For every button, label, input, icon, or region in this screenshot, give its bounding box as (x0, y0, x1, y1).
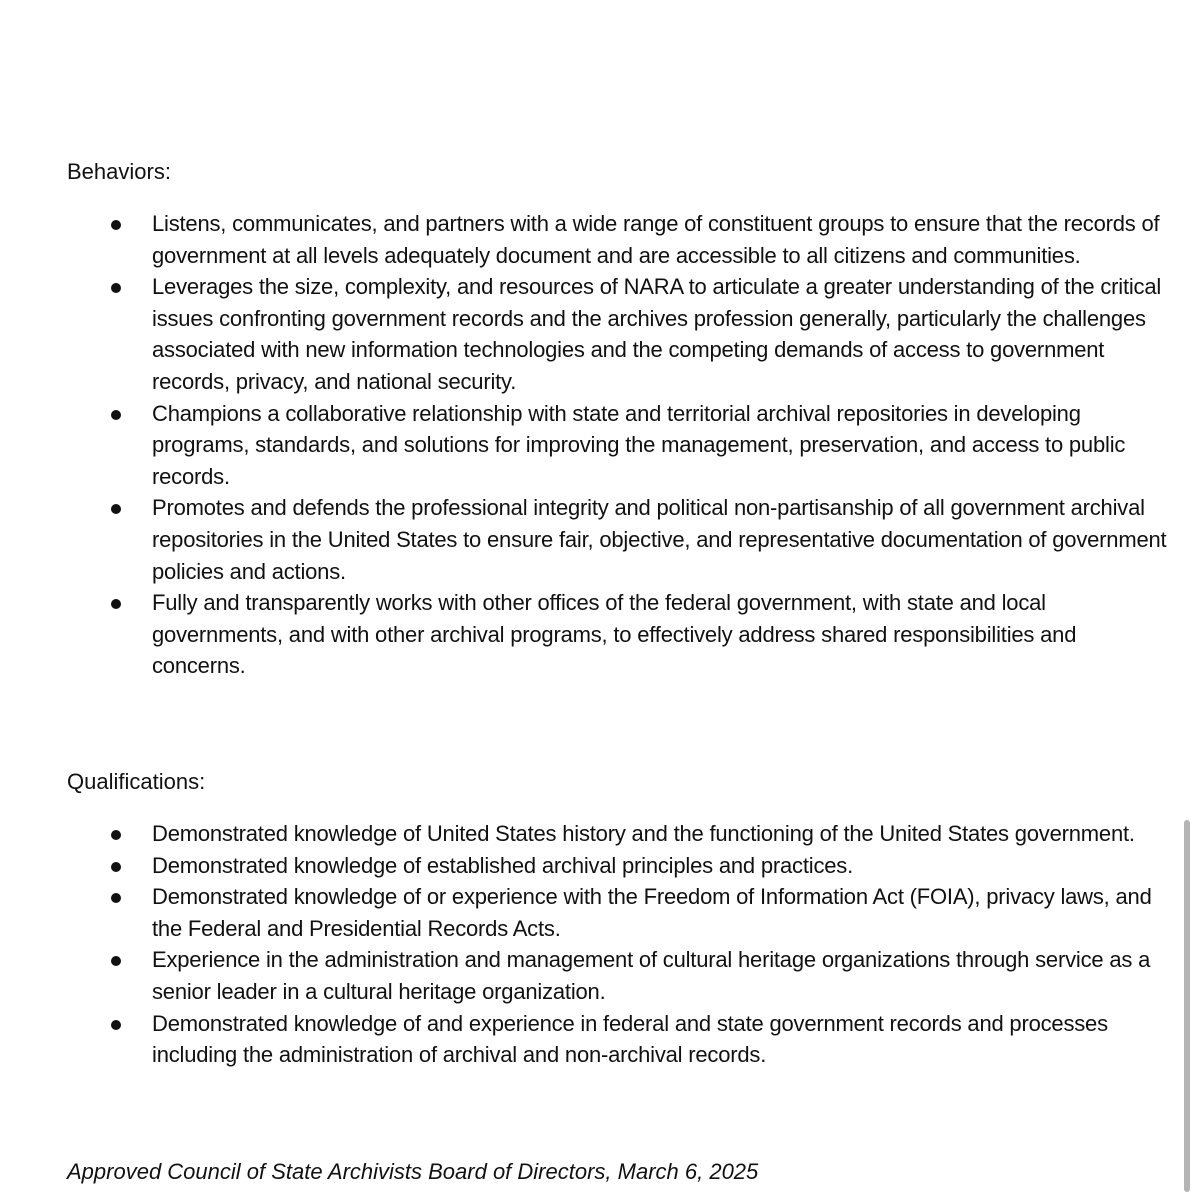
list-item-text: Experience in the administration and management of cultural heritage organizations through service as a senior leader in a cultural heritage organization. (152, 947, 1151, 1004)
list-item-text: Promotes and defends the professional integrity and political non-partisanship of all government archival repositories in the United States to ensure fair, objective, and representative documentation of government policies and actions. (152, 495, 1167, 584)
bullet-icon (111, 504, 121, 514)
list-item (0, 492, 1200, 587)
qualifications-list (0, 818, 1200, 1071)
list-item (0, 818, 1200, 850)
qualifications-heading: Qualifications: (67, 769, 206, 794)
list-item (0, 587, 1200, 682)
bullet-icon (111, 220, 121, 230)
behaviors-heading: Behaviors: (67, 159, 171, 184)
list-item (0, 208, 1200, 271)
list-item (0, 850, 1200, 882)
bullet-icon (111, 830, 121, 840)
bullet-icon (111, 956, 121, 966)
bullet-icon (111, 862, 121, 872)
list-item-text: Demonstrated knowledge of or experience with the Freedom of Information Act (FOIA), privacy laws, and the Federal and Presidential Records Acts. (152, 884, 1152, 941)
list-item-text: Demonstrated knowledge of United States history and the functioning of the United States government. (152, 821, 1135, 846)
bullet-icon (111, 410, 121, 420)
bullet-icon (111, 1020, 121, 1030)
scrollbar-thumb[interactable] (1184, 820, 1190, 1192)
list-item-text: Demonstrated knowledge of and experience in federal and state government records and processes including the administration of archival and non-archival records. (152, 1010, 1108, 1068)
bullet-icon (111, 283, 121, 293)
list-item-text: Fully and transparently works with other offices of the federal government, with state and local governments, and with other archival programs, to effectively address shared responsibilities and concerns. (152, 590, 1077, 679)
list-item (0, 398, 1200, 493)
behaviors-list (0, 208, 1200, 682)
list-item (0, 271, 1200, 397)
bullet-icon (111, 599, 121, 609)
bullet-icon (111, 893, 121, 903)
list-item-text: Leverages the size, complexity, and resources of NARA to articulate a greater understanding of the critical issues confronting government records and the archives profession generally, particularly the challenges associated with new information technologies and the competing demands of access to government records, privacy, and national security. (152, 274, 1162, 394)
list-item-text: Champions a collaborative relationship with state and territorial archival repositories in developing programs, standards, and solutions for improving the management, preservation, and access to public records. (152, 400, 1126, 489)
list-item (0, 1008, 1200, 1071)
list-item (0, 944, 1200, 1007)
list-item-text: Demonstrated knowledge of established archival principles and practices. (152, 852, 853, 878)
approval-note: Approved Council of State Archivists Board of Directors, March 6, 2025 (67, 1159, 759, 1184)
list-item (0, 881, 1200, 944)
list-item-text: Listens, communicates, and partners with a wide range of constituent groups to ensure that the records of government at all levels adequately document and are accessible to all citizens and communities. (152, 211, 1160, 268)
